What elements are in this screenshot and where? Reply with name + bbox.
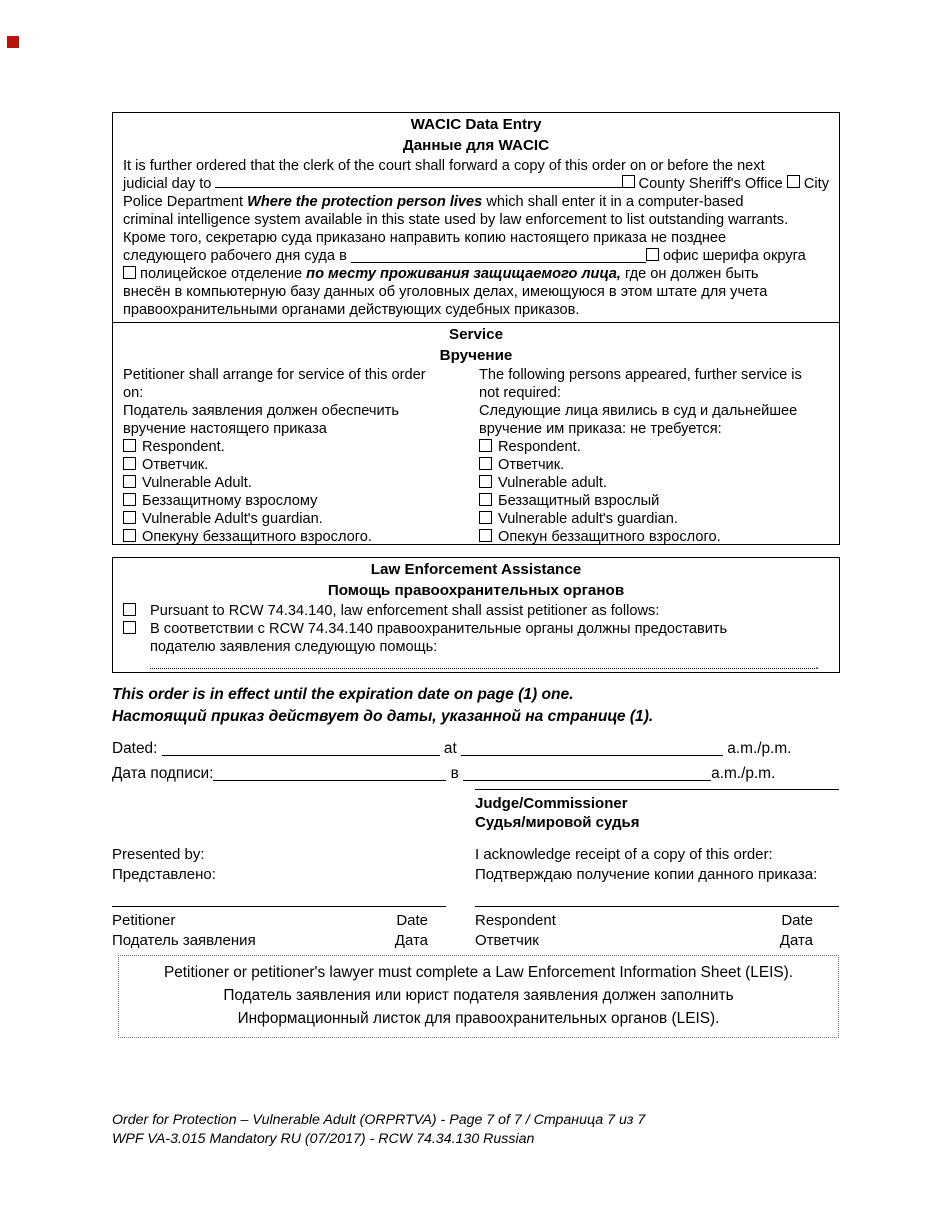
text-run: It is further ordered that the clerk of the court shall forward a copy of this order on or before the next bbox=[123, 158, 765, 174]
blank-line[interactable] bbox=[215, 186, 621, 188]
text-run: в bbox=[446, 765, 464, 782]
text-line: WPF VA-3.015 Mandatory RU (07/2017) - RCW 74.34.130 Russian bbox=[112, 1131, 535, 1147]
blank-line[interactable] bbox=[162, 754, 440, 756]
text-line: I acknowledge receipt of a copy of this order: bbox=[475, 846, 773, 863]
blank-line[interactable] bbox=[461, 754, 723, 756]
leis-notice-box bbox=[118, 955, 839, 1038]
checkbox-item bbox=[479, 528, 829, 546]
checkbox-item bbox=[479, 456, 829, 474]
form-line bbox=[123, 620, 829, 638]
checkbox-label: Vulnerable Adult. bbox=[142, 475, 252, 491]
text-line: вручение им приказа: не требуется: bbox=[479, 421, 722, 437]
lea-body bbox=[113, 600, 839, 674]
law-enforcement-assistance-box bbox=[112, 557, 840, 673]
judge-label-en: Judge/Commissioner bbox=[475, 795, 628, 812]
text-line: Petitioner shall arrange for service of this order bbox=[123, 367, 426, 383]
text-line: Податель заявления должен обеспечить bbox=[123, 403, 399, 419]
text-line: Представлено: bbox=[112, 865, 216, 883]
form-line bbox=[123, 656, 829, 674]
text-run: где он должен быть bbox=[620, 266, 759, 282]
form-line bbox=[112, 761, 840, 786]
petitioner-signature-block bbox=[112, 906, 446, 950]
form-line bbox=[123, 157, 829, 175]
effect-statement-en: This order is in effect until the expiration date on page (1) one. bbox=[112, 686, 574, 703]
date-label-ru: Дата bbox=[779, 931, 813, 949]
service-right-intro bbox=[479, 366, 829, 438]
petitioner-label-ru: Податель заявления bbox=[112, 931, 256, 949]
checkbox-item bbox=[479, 492, 829, 510]
service-title-en: Service bbox=[448, 326, 504, 343]
text-run: Where the protection person lives bbox=[247, 194, 483, 210]
blank-line[interactable] bbox=[463, 779, 711, 781]
checkbox[interactable] bbox=[479, 475, 492, 488]
text-run: Pursuant to RCW 74.34.140, law enforcement shall assist petitioner as follows: bbox=[150, 603, 660, 619]
text-run: City bbox=[799, 176, 829, 192]
wacic-service-box bbox=[112, 112, 840, 545]
text-run: Кроме того, секретарю суда приказано направить копию настоящего приказа не позднее bbox=[123, 230, 727, 246]
checkbox[interactable] bbox=[123, 439, 136, 452]
wacic-title-en: WACIC Data Entry bbox=[410, 116, 542, 133]
checkbox-label: Беззащитному взрослому bbox=[142, 493, 318, 509]
text-line: The following persons appeared, further service is bbox=[479, 367, 802, 383]
checkbox[interactable] bbox=[123, 511, 136, 524]
checkbox[interactable] bbox=[123, 457, 136, 470]
checkbox-item bbox=[123, 510, 479, 528]
checkbox-label: Беззащитный взрослый bbox=[498, 493, 660, 509]
form-line bbox=[123, 211, 829, 229]
judge-signature-line[interactable] bbox=[475, 789, 839, 790]
checkbox-item bbox=[123, 438, 479, 456]
text-line: Petitioner or petitioner's lawyer must complete a Law Enforcement Information Sheet (LEIS). bbox=[163, 964, 794, 981]
text-run: по месту проживания защищаемого лица, bbox=[306, 266, 621, 282]
checkbox-label: Опекуну беззащитного взрослого. bbox=[142, 529, 372, 545]
text-run: полицейское отделение bbox=[136, 266, 307, 282]
checkbox-item bbox=[479, 474, 829, 492]
form-line bbox=[123, 175, 829, 193]
checkbox-label: Vulnerable adult's guardian. bbox=[498, 511, 678, 527]
checkbox-label: Respondent. bbox=[142, 439, 225, 455]
text-run: a.m./p.m. bbox=[711, 765, 776, 782]
checkbox[interactable] bbox=[622, 175, 635, 188]
form-line bbox=[123, 265, 829, 283]
blank-line[interactable] bbox=[351, 261, 646, 263]
text-run: Дата подписи: bbox=[112, 765, 214, 782]
text-run: judicial day to bbox=[123, 176, 216, 192]
checkbox[interactable] bbox=[479, 439, 492, 452]
checkbox[interactable] bbox=[123, 621, 136, 634]
text-run: следующего рабочего дня суда в bbox=[123, 248, 351, 264]
text-run: В соответствии с RCW 74.34.140 правоохранительные органы должны предоставить bbox=[150, 621, 728, 637]
text-line: Presented by: bbox=[112, 846, 205, 863]
text-line: Следующие лица явились в суд и дальнейшее bbox=[479, 403, 798, 419]
text-line: Податель заявления или юрист подателя заявления должен заполнить bbox=[223, 987, 734, 1004]
checkbox[interactable] bbox=[479, 511, 492, 524]
petitioner-signature-line[interactable] bbox=[112, 906, 446, 907]
date-label-en: Date bbox=[396, 912, 428, 929]
service-left-items bbox=[123, 438, 479, 546]
checkbox-label: Ответчик. bbox=[142, 457, 209, 473]
date-label-en: Date bbox=[781, 912, 813, 929]
checkbox[interactable] bbox=[123, 493, 136, 506]
text-line: Order for Protection – Vulnerable Adult (ORPRTVA) - Page 7 of 7 / Страница 7 из 7 bbox=[112, 1112, 646, 1128]
text-run: criminal intelligence system available in this state used by law enforcement to list outstanding warrants. bbox=[123, 212, 789, 228]
checkbox[interactable] bbox=[787, 175, 800, 188]
text-run: подателю заявления следующую помощь: bbox=[150, 639, 438, 655]
dated-section bbox=[112, 736, 840, 786]
form-line bbox=[123, 283, 829, 301]
checkbox[interactable] bbox=[123, 529, 136, 542]
date-label-ru: Дата bbox=[394, 931, 428, 949]
checkbox-item bbox=[479, 438, 829, 456]
text-run: . bbox=[814, 657, 819, 673]
service-columns bbox=[113, 365, 839, 546]
checkbox-item bbox=[479, 510, 829, 528]
checkbox-label: Respondent. bbox=[498, 439, 581, 455]
checkbox[interactable] bbox=[123, 603, 136, 616]
service-right-column bbox=[479, 366, 829, 546]
text-line: вручение настоящего приказа bbox=[123, 421, 327, 437]
respondent-label-ru: Ответчик bbox=[475, 931, 539, 949]
checkbox[interactable] bbox=[479, 529, 492, 542]
checkbox-item bbox=[123, 456, 479, 474]
checkbox-item bbox=[123, 474, 479, 492]
text-run: правоохранительными органами действующих судебных приказов. bbox=[123, 302, 580, 318]
service-left-column bbox=[123, 366, 479, 546]
respondent-signature-block bbox=[475, 906, 839, 950]
blank-line[interactable] bbox=[213, 779, 446, 781]
blank-line[interactable] bbox=[150, 667, 815, 669]
checkbox[interactable] bbox=[479, 457, 492, 470]
text-line: Подтверждаю получение копии данного приказа: bbox=[475, 865, 818, 883]
effect-statement-ru: Настоящий приказ действует до даты, указанной на странице (1). bbox=[112, 707, 654, 725]
text-run: County Sheriff's Office bbox=[634, 176, 787, 192]
checkbox-item bbox=[123, 528, 479, 546]
respondent-signature-line[interactable] bbox=[475, 906, 839, 907]
form-line bbox=[123, 247, 829, 265]
text-line: not required: bbox=[479, 385, 561, 401]
checkbox-label: Vulnerable adult. bbox=[498, 475, 607, 491]
checkbox-label: Опекун беззащитного взрослого. bbox=[498, 529, 721, 545]
text-run: which shall enter it in a computer-based bbox=[482, 194, 744, 210]
judge-signature-block bbox=[475, 789, 839, 832]
checkbox[interactable] bbox=[123, 266, 136, 279]
presented-by-block bbox=[112, 845, 216, 884]
service-right-items bbox=[479, 438, 829, 546]
form-line bbox=[123, 602, 829, 620]
form-line bbox=[123, 193, 829, 211]
lea-title-ru: Помощь правоохранительных органов bbox=[327, 582, 625, 599]
checkbox[interactable] bbox=[123, 475, 136, 488]
form-footer bbox=[112, 1111, 645, 1149]
text-line: on: bbox=[123, 385, 144, 401]
wacic-title-ru: Данные для WACIC bbox=[402, 137, 550, 154]
service-title-ru: Вручение bbox=[439, 347, 513, 364]
respondent-label-en: Respondent bbox=[475, 912, 556, 929]
petitioner-label-en: Petitioner bbox=[112, 912, 176, 929]
form-line bbox=[123, 229, 829, 247]
checkbox-label: Ответчик. bbox=[498, 457, 565, 473]
checkbox-label: Vulnerable Adult's guardian. bbox=[142, 511, 323, 527]
form-line bbox=[123, 301, 829, 319]
text-run: at bbox=[439, 740, 462, 757]
wacic-body bbox=[113, 155, 839, 319]
checkbox-item bbox=[123, 492, 479, 510]
service-left-intro bbox=[123, 366, 479, 438]
text-line: Информационный листок для правоохранительных органов (LEIS). bbox=[237, 1010, 720, 1027]
text-run: офис шерифа округа bbox=[658, 248, 806, 264]
checkbox[interactable] bbox=[646, 248, 659, 261]
judge-label-ru: Судья/мировой судья bbox=[475, 814, 640, 831]
text-run: внесён в компьютерную базу данных об уголовных делах, имеющуюся в этом штате для учета bbox=[123, 284, 768, 300]
text-run: a.m./p.m. bbox=[723, 740, 792, 757]
lea-title-en: Law Enforcement Assistance bbox=[370, 561, 582, 578]
text-run: Dated: bbox=[112, 740, 162, 757]
checkbox[interactable] bbox=[479, 493, 492, 506]
effect-statement bbox=[112, 684, 653, 727]
acknowledgment-block bbox=[475, 845, 817, 884]
text-run: Police Department bbox=[123, 194, 248, 210]
red-marker-icon bbox=[7, 36, 19, 48]
form-line bbox=[123, 638, 829, 656]
form-line bbox=[112, 736, 840, 761]
